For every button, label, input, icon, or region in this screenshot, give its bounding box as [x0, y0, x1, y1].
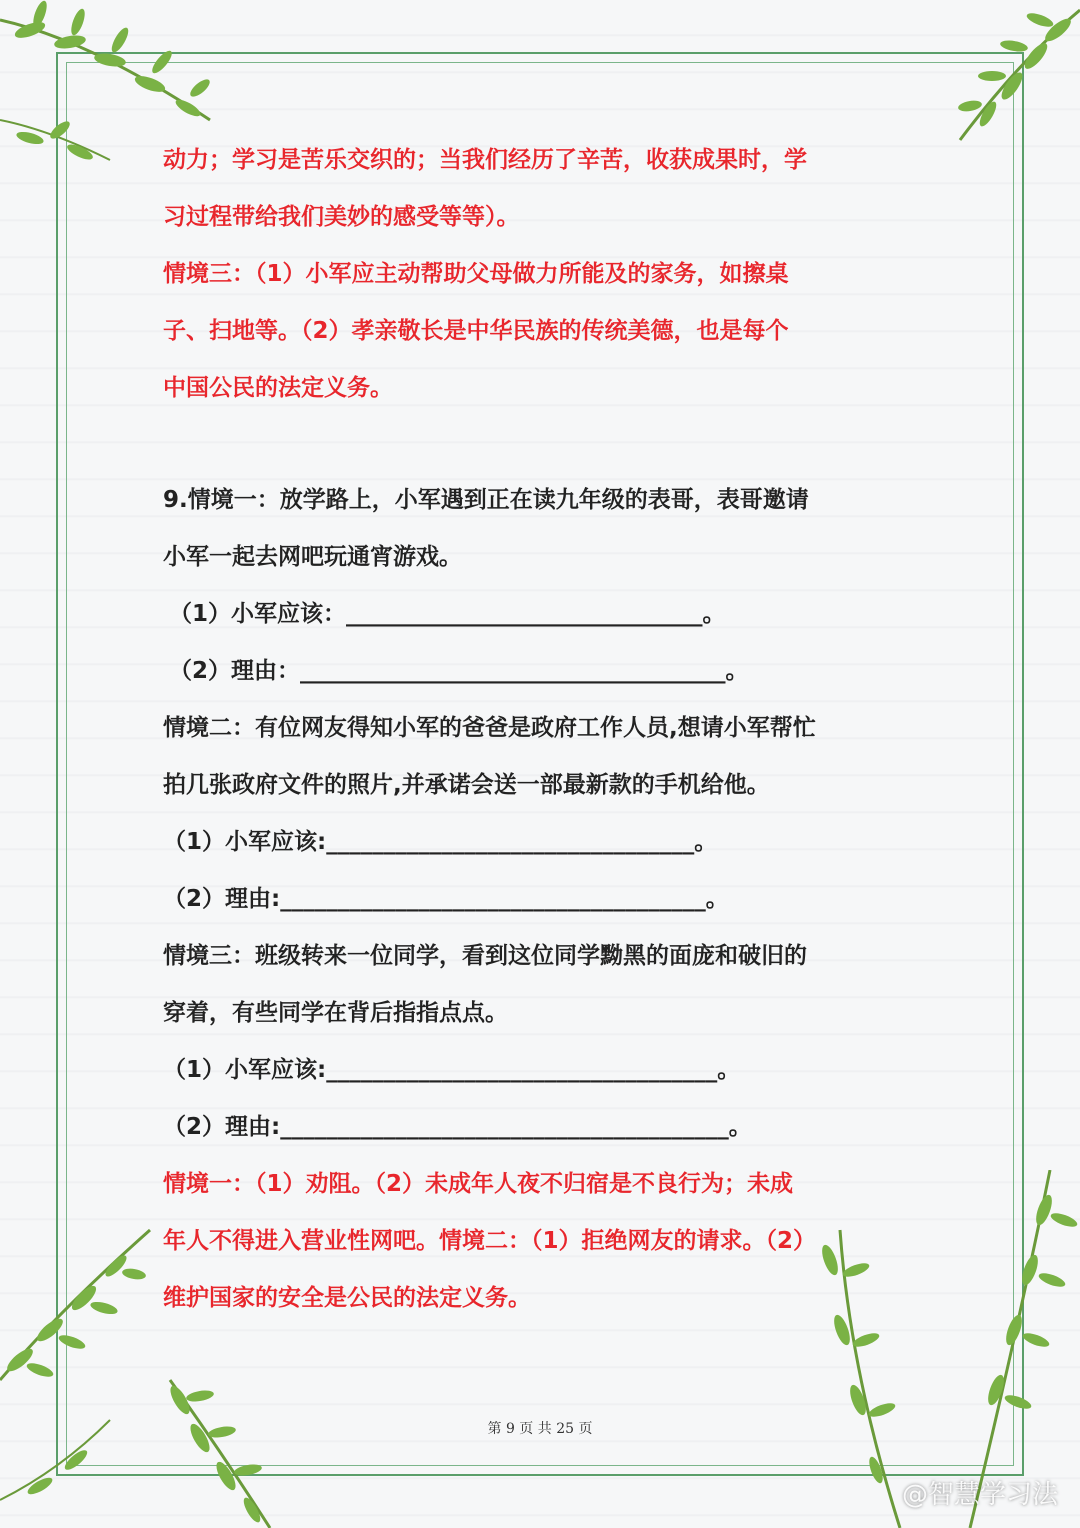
fern-top-right-icon: [940, 0, 1080, 160]
question-line: 9.情境一：放学路上，小军遇到正在读九年级的表哥，表哥邀请: [163, 487, 809, 513]
paragraph-gap: [163, 417, 923, 472]
answer-line: 情境三：（1）小军应主动帮助父母做力所能及的家务，如擦桌: [163, 261, 789, 287]
question-line: 穿着，有些同学在背后指指点点。: [163, 1000, 508, 1026]
blank-answer-line: （1）小军应该：_______________________________。: [169, 601, 726, 627]
answer-line: 中国公民的法定义务。: [163, 375, 393, 401]
answer-line: 情境一：（1）劝阻。（2）未成年人夜不归宿是不良行为；未成: [163, 1171, 794, 1197]
question-line: 情境二：有位网友得知小军的爸爸是政府工作人员,想请小军帮忙: [163, 715, 816, 741]
page-number: 第 9 页 共 25 页: [487, 1421, 593, 1437]
question-line: 拍几张政府文件的照片,并承诺会送一部最新款的手机给他。: [163, 772, 770, 798]
blank-answer-line: （2）理由:_______________________________________。: [163, 1114, 752, 1140]
question-line: 情境三：班级转来一位同学，看到这位同学黝黑的面庞和破旧的: [163, 943, 807, 969]
answer-line: 子、扫地等。（2）孝亲敬长是中华民族的传统美德，也是每个: [163, 318, 789, 344]
answer-line: 年人不得进入营业性网吧。情境二：（1）拒绝网友的请求。（2）: [163, 1228, 817, 1254]
question-line: 小军一起去网吧玩通宵游戏。: [163, 544, 462, 570]
document-body: [163, 132, 923, 1327]
blank-answer-line: （2）理由:_____________________________________。: [163, 886, 729, 912]
answer-line: 维护国家的安全是公民的法定义务。: [163, 1285, 531, 1311]
blank-answer-line: （1）小军应该:__________________________________。: [163, 1057, 741, 1083]
blank-answer-line: （2）理由：_____________________________________。: [169, 658, 749, 684]
watermark: @智慧学习法: [901, 1480, 1058, 1510]
answer-line: 习过程带给我们美妙的感受等等）。: [163, 204, 520, 230]
blank-answer-line: （1）小军应该:________________________________。: [163, 829, 718, 855]
answer-line: 动力；学习是苦乐交织的；当我们经历了辛苦，收获成果时，学: [163, 147, 807, 173]
